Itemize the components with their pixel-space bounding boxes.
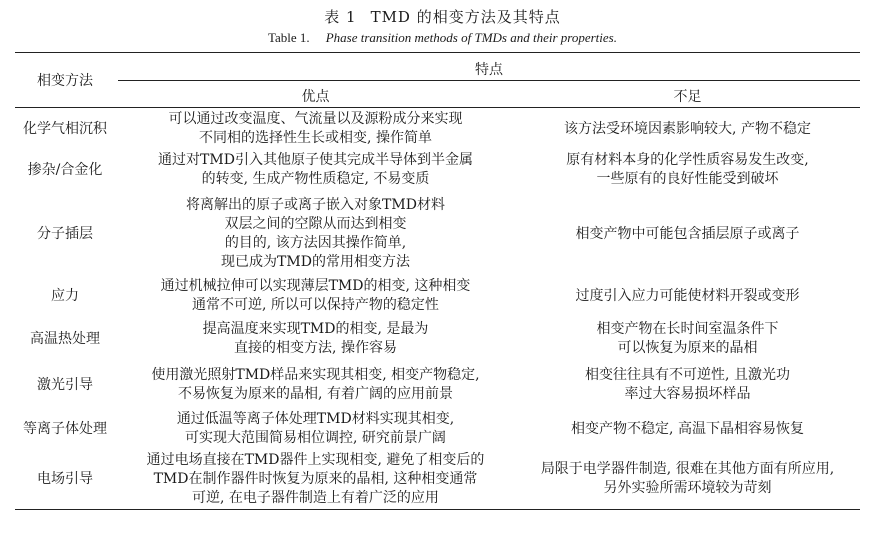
cell-line: 局限于电学器件制造, 很难在其他方面有所应用, bbox=[540, 461, 835, 477]
header-features: 特点 bbox=[475, 62, 503, 78]
cell-line: 不易恢复为原来的晶相, 有着广阔的应用前景 bbox=[178, 386, 453, 402]
caption-en-title: Phase transition methods of TMDs and their properties. bbox=[325, 30, 617, 45]
disadvantages-cell bbox=[515, 111, 860, 147]
table-row bbox=[15, 409, 860, 449]
caption-cn-title: TMD 的相变方法及其特点 bbox=[370, 8, 561, 26]
advantages-cell bbox=[127, 409, 504, 449]
method-cell: 等离子体处理 bbox=[23, 420, 107, 437]
cell-line: 原有材料本身的化学性质容易发生改变, bbox=[566, 152, 809, 168]
bottom-rule bbox=[15, 509, 860, 510]
cell-line: 通常不可逆, 所以可以保持产物的稳定性 bbox=[192, 297, 439, 313]
advantages-cell bbox=[127, 452, 504, 506]
cell-line: 的转变, 生成产物性质稳定, 不易变质 bbox=[201, 171, 430, 187]
cell-line: 可实现大范围简易相位调控, 研究前景广阔 bbox=[185, 430, 446, 446]
cell-line: 提高温度来实现TMD的相变, 是最为 bbox=[202, 321, 429, 337]
cell-line: 的目的, 该方法因其操作简单, bbox=[224, 235, 407, 251]
caption-en-label: Table 1. bbox=[268, 30, 310, 45]
method-cell: 应力 bbox=[51, 287, 79, 304]
method-cell: 电场引导 bbox=[37, 470, 93, 487]
cell-line: 通过电场直接在TMD器件上实现相变, 避免了相变后的 bbox=[146, 451, 485, 468]
cell-line: 可逆, 在电子器件制造上有着广泛的应用 bbox=[192, 489, 439, 506]
table-row bbox=[15, 362, 860, 408]
cell-line: 通过对TMD引入其他原子使其完成半导体到半金属 bbox=[158, 152, 473, 168]
cell-line: 通过低温等离子体处理TMD材料实现其相变, bbox=[176, 411, 455, 427]
cell-line: 使用激光照射TMD样品来实现其相变, 相变产物稳定, bbox=[151, 367, 480, 383]
disadvantages-cell bbox=[515, 317, 860, 361]
cell-line: 不同相的选择性生长或相变, 操作简单 bbox=[199, 130, 432, 146]
table-row bbox=[15, 196, 860, 272]
cell-line: 另外实验所需环境较为苛刻 bbox=[603, 480, 772, 496]
cell-line: 过度引入应力可能使材料开裂或变形 bbox=[575, 287, 800, 304]
cell-line: 现已成为TMD的常用相变方法 bbox=[221, 254, 410, 270]
cell-line: 率过大容易损坏样品 bbox=[624, 386, 751, 402]
cell-line: 双层之间的空隙从而达到相变 bbox=[224, 216, 407, 232]
cell-line: 相变往往具有不可逆性, 且激光功 bbox=[585, 367, 790, 383]
header-rule bbox=[15, 107, 860, 108]
cell-line: TMD在制作器件时恢复为原来的晶相, 这种相变通常 bbox=[153, 470, 478, 487]
advantages-cell bbox=[127, 276, 504, 316]
table-caption-cn bbox=[0, 6, 885, 27]
cell-line: 该方法受环境因素影响较大, 产物不稳定 bbox=[564, 120, 811, 137]
method-cell: 高温热处理 bbox=[30, 330, 100, 347]
header-disadvantages: 不足 bbox=[673, 89, 702, 105]
cell-line: 可以恢复为原来的晶相 bbox=[617, 340, 758, 356]
caption-cn-label: 表 1 bbox=[324, 8, 357, 26]
cell-line: 通过机械拉伸可以实现薄层TMD的相变, 这种相变 bbox=[160, 278, 471, 294]
top-rule bbox=[15, 52, 860, 53]
table-caption-en bbox=[0, 30, 885, 46]
table-row bbox=[15, 276, 860, 316]
header-method: 相变方法 bbox=[37, 73, 93, 89]
advantages-cell bbox=[127, 196, 504, 272]
table-row bbox=[15, 317, 860, 361]
cell-line: 将离解出的原子或离子嵌入对象TMD材料 bbox=[186, 197, 445, 213]
cell-line: 相变产物不稳定, 高温下晶相容易恢复 bbox=[571, 420, 804, 437]
cell-line: 一些原有的良好性能受到破坏 bbox=[596, 171, 779, 187]
cell-line: 相变产物在长时间室温条件下 bbox=[596, 321, 779, 337]
advantages-cell bbox=[127, 149, 504, 191]
features-rule bbox=[118, 80, 860, 81]
table-row bbox=[15, 149, 860, 191]
method-cell: 化学气相沉积 bbox=[23, 120, 107, 137]
disadvantages-cell bbox=[515, 196, 860, 272]
cell-line: 直接的相变方法, 操作容易 bbox=[234, 340, 397, 356]
disadvantages-cell bbox=[515, 362, 860, 408]
table-row bbox=[15, 452, 860, 506]
advantages-cell bbox=[127, 362, 504, 408]
advantages-cell bbox=[127, 317, 504, 361]
table-row bbox=[15, 111, 860, 147]
cell-line: 可以通过改变温度、气流量以及源粉成分来实现 bbox=[168, 111, 463, 127]
disadvantages-cell bbox=[515, 452, 860, 506]
disadvantages-cell bbox=[515, 149, 860, 191]
method-cell: 掺杂/合金化 bbox=[27, 161, 103, 178]
advantages-cell bbox=[127, 111, 504, 147]
method-cell: 分子插层 bbox=[37, 225, 93, 242]
disadvantages-cell bbox=[515, 276, 860, 316]
disadvantages-cell bbox=[515, 409, 860, 449]
method-cell: 激光引导 bbox=[37, 376, 93, 393]
cell-line: 相变产物中可能包含插层原子或离子 bbox=[575, 225, 800, 242]
header-advantages: 优点 bbox=[301, 89, 330, 105]
